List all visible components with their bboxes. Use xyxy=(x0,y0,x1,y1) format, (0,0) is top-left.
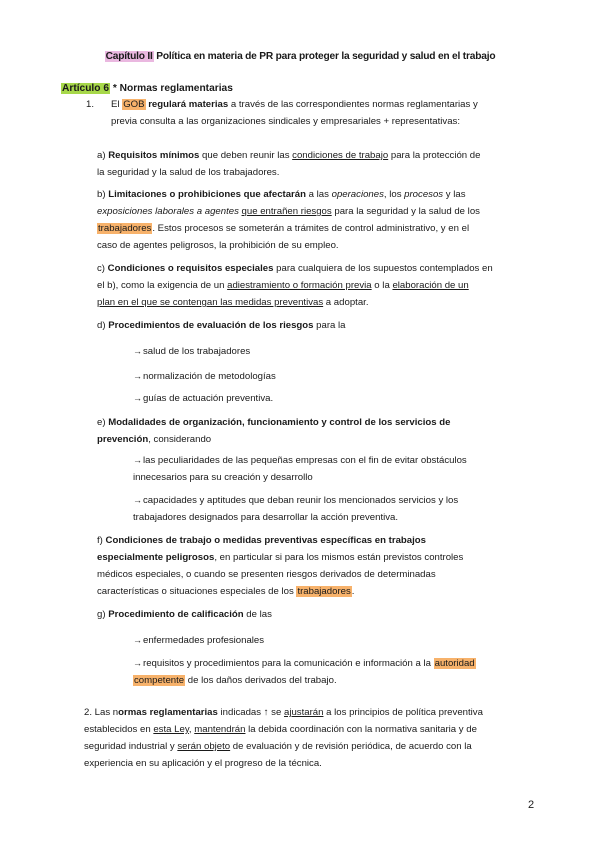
p2-underline2: esta Ley xyxy=(153,724,189,735)
b-highlight: trabajadores xyxy=(98,223,152,234)
e-item2-line2: trabajadores designados para desarrollar la acción preventiva. xyxy=(133,512,399,523)
p1-line1 xyxy=(111,96,536,113)
e-bold1: Modalidades de organización, funcionamiento y control de los servicios de xyxy=(108,417,451,428)
g-item2-line2 xyxy=(133,672,337,689)
item-b-line2 xyxy=(97,203,480,220)
a-underline: condiciones de trabajo xyxy=(292,150,389,161)
f-line4a: características o situaciones especiales de los xyxy=(97,586,297,597)
p2-t4: establecidos en xyxy=(84,724,154,735)
a-bold: Requisitos mínimos xyxy=(108,150,200,161)
g-bold: Procedimiento de calificación xyxy=(108,609,244,620)
b-t3: y las xyxy=(443,189,466,200)
list-item xyxy=(133,368,276,385)
p2-line1 xyxy=(84,704,483,721)
arrow-icon: → xyxy=(133,495,142,505)
item-e-line2 xyxy=(97,431,211,448)
c-bold: Condiciones o requisitos especiales xyxy=(107,263,274,274)
p2-underline3: mantendrán xyxy=(194,724,246,735)
b-t1: a las xyxy=(306,189,332,200)
c-t3: o la xyxy=(371,280,393,291)
p2-t5: , xyxy=(188,724,195,735)
p2-line4: experiencia en su aplicación y el progreso de la técnica. xyxy=(84,758,322,769)
p2-t8: de evaluación y de revisión periódica, de acuerdo con la xyxy=(230,741,472,752)
p2-underline4: serán objeto xyxy=(177,741,231,752)
d-bold: Procedimientos de evaluación de los riesgos xyxy=(108,320,314,331)
e-item1-line1: las peculiaridades de las pequeñas empresas con el fin de evitar obstáculos xyxy=(143,455,467,466)
p2-underline1: ajustarán xyxy=(284,707,324,718)
g-item2b: de los daños derivados del trabajo. xyxy=(185,675,337,686)
arrow-icon: → xyxy=(133,346,142,356)
item-c-line3 xyxy=(97,294,368,311)
b-italic3: exposiciones laborales a agentes xyxy=(97,206,239,217)
a-t1: que deben reunir las xyxy=(199,150,293,161)
item-f-line1 xyxy=(97,532,426,549)
chapter-label: Capítulo II xyxy=(105,51,153,62)
d-t1: para la xyxy=(313,320,346,331)
item-f-line4 xyxy=(97,583,354,600)
item-e-line1 xyxy=(97,414,537,431)
f-bold2: especialmente peligrosos xyxy=(97,552,215,563)
item-f-line2 xyxy=(97,549,463,566)
p2-t1: 2. Las n xyxy=(84,707,119,718)
f-line4b: . xyxy=(351,586,355,597)
arrow-icon: → xyxy=(133,658,142,668)
d-prefix: d) xyxy=(97,320,109,331)
e-item1-line2: innecesarios para su creación y desarrollo xyxy=(133,472,313,483)
c-underline2: elaboración de un xyxy=(392,280,469,291)
item-c-line1 xyxy=(97,260,493,277)
p1-number: 1. xyxy=(86,99,95,110)
p1-pre: El xyxy=(111,99,123,110)
e-item2-line1: capacidades y aptitudes que deban reunir los mencionados servicios y los xyxy=(143,495,459,506)
c-t1: para cualquiera de los supuestos contemplados en xyxy=(273,263,493,274)
c-t2: el b), como la exigencia de un xyxy=(97,280,228,291)
p2-t6: la debida coordinación con la normativa sanitaria y de xyxy=(245,724,477,735)
list-item xyxy=(133,452,467,469)
b-t2: , los xyxy=(383,189,405,200)
f-bold1: Condiciones de trabajo o medidas preventivas específicas en trabajos xyxy=(105,535,426,546)
b-prefix: b) xyxy=(97,189,109,200)
item-b-line1 xyxy=(97,186,466,203)
p2-line2 xyxy=(84,721,477,738)
list-item xyxy=(133,632,264,649)
e-bold2: prevención xyxy=(97,434,149,445)
item-a-line2: la seguridad y la salud de los trabajadores. xyxy=(97,167,280,178)
p2-bold: ormas reglamentarias xyxy=(118,707,218,718)
item-c-line2 xyxy=(97,277,469,294)
list-item xyxy=(133,655,476,672)
d-item-3: guías de actuación preventiva. xyxy=(143,393,274,404)
g-highlight1: autoridad xyxy=(434,658,475,669)
p2-t2: indicadas ↑ se xyxy=(217,707,284,718)
b-underline: que entrañen riesgos xyxy=(241,206,332,217)
e-prefix: e) xyxy=(97,417,109,428)
p2-t3: a los principios de política preventiva xyxy=(323,707,483,718)
regula-bold: regulará materias xyxy=(145,99,229,110)
article-title: * Normas reglamentarias xyxy=(109,83,233,94)
f-prefix: f) xyxy=(97,535,106,546)
arrow-icon: → xyxy=(133,371,142,381)
chapter-heading xyxy=(0,51,600,62)
c-underline1: adiestramiento o formación previa xyxy=(227,280,372,291)
c-t4: a adoptar. xyxy=(323,297,369,308)
arrow-icon: → xyxy=(133,635,142,645)
list-item xyxy=(133,492,458,509)
p1-rest1: a través de las correspondientes normas reglamentarias y xyxy=(228,99,478,110)
c-prefix: c) xyxy=(97,263,108,274)
c-underline3: plan en el que se contengan las medidas preventivas xyxy=(97,297,324,308)
b-t6: . Estos procesos se someterán a trámites de control administrativo, y en el xyxy=(152,223,470,234)
item-a-line1 xyxy=(97,147,480,164)
p2-line3 xyxy=(84,738,472,755)
item-b-line4: caso de agentes peligrosos, la prohibición de su empleo. xyxy=(97,240,339,251)
a-t2: para la protección de xyxy=(388,150,481,161)
d-item-2: normalización de metodologías xyxy=(143,371,276,382)
list-item xyxy=(133,390,273,407)
chapter-title: Política en materia de PR para proteger la seguridad y salud en el trabajo xyxy=(153,51,496,62)
page-number: 2 xyxy=(528,799,535,811)
gob-highlight: GOB xyxy=(123,99,145,110)
g-item2a: requisitos y procedimientos para la comunicación e información a la xyxy=(143,658,434,669)
p2-t7: seguridad industrial y xyxy=(84,741,178,752)
g-item1: enfermedades profesionales xyxy=(143,635,265,646)
item-g-line1 xyxy=(97,606,272,623)
b-bold: Limitaciones o prohibiciones que afectarán xyxy=(108,189,306,200)
article-label: Artículo 6 xyxy=(62,83,109,94)
a-prefix: a) xyxy=(97,150,109,161)
f-highlight: trabajadores xyxy=(297,586,351,597)
f-t1: , en particular si para los mismos están previstos controles xyxy=(214,552,464,563)
article-heading xyxy=(61,83,233,94)
e-t1: , considerando xyxy=(148,434,212,445)
arrow-icon: → xyxy=(133,455,142,465)
b-t5: para la seguridad y la salud de los xyxy=(331,206,480,217)
g-highlight2: competente xyxy=(134,675,185,686)
item-f-line3: médicos especiales, o cuando se presenten riesgos derivados de determinadas xyxy=(97,569,436,580)
g-prefix: g) xyxy=(97,609,109,620)
arrow-icon: → xyxy=(133,393,142,403)
d-item-1: salud de los trabajadores xyxy=(143,346,251,357)
b-italic1: operaciones xyxy=(331,189,384,200)
item-b-line3 xyxy=(97,220,469,237)
p1-line2: previa consulta a las organizaciones sindicales y empresariales + representativas: xyxy=(111,116,461,127)
item-d-line1 xyxy=(97,317,345,334)
list-item xyxy=(133,343,250,360)
g-t1: de las xyxy=(243,609,272,620)
b-italic2: procesos xyxy=(404,189,444,200)
